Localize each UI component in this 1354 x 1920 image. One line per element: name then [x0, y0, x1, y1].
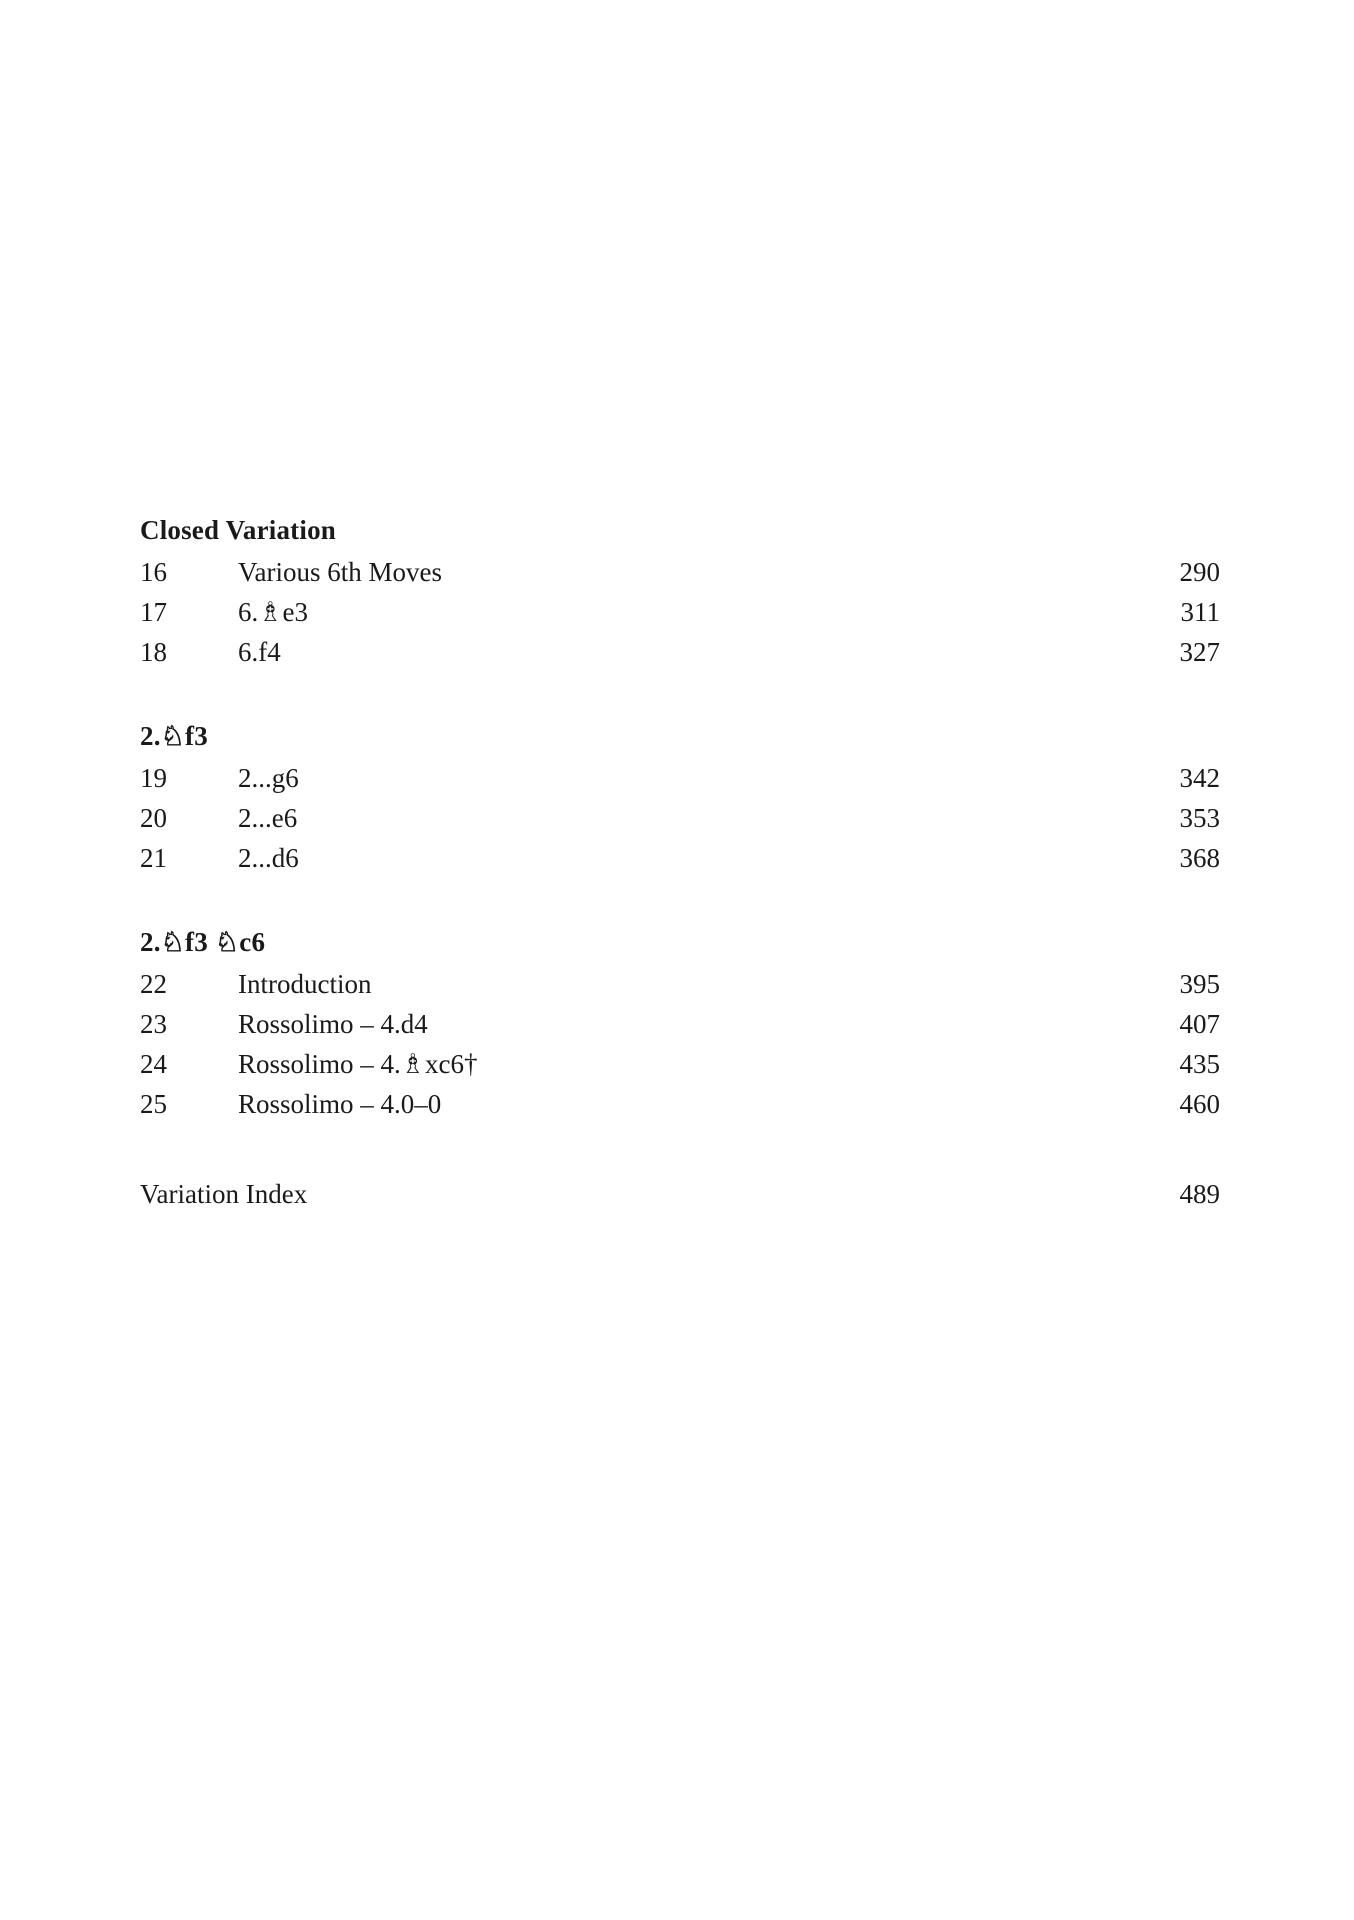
toc-entry[interactable]: [140, 592, 1220, 632]
toc-entry[interactable]: [140, 632, 1220, 672]
toc-section-nf3: [140, 716, 1220, 878]
chapter-number: 22: [140, 969, 167, 999]
chapter-number: 18: [140, 637, 167, 667]
page-number: 327: [1179, 637, 1220, 667]
chapter-title: Various 6th Moves: [238, 557, 442, 587]
toc-entry[interactable]: [140, 758, 1220, 798]
chapter-title: Introduction: [238, 969, 372, 999]
page-number: 435: [1179, 1049, 1220, 1079]
chapter-title: 6.♗e3: [238, 597, 308, 627]
toc-entry-variation-index[interactable]: [140, 1174, 1220, 1214]
toc-entry[interactable]: [140, 964, 1220, 1004]
page-number: 395: [1179, 969, 1220, 999]
page-number: 342: [1179, 763, 1220, 793]
variation-index-title: Variation Index: [140, 1179, 308, 1209]
toc-section-closed-variation: [140, 510, 1220, 672]
page-number: 353: [1179, 803, 1220, 833]
chapter-number: 23: [140, 1009, 167, 1039]
toc-entry[interactable]: [140, 838, 1220, 878]
section-heading: Closed Variation: [140, 515, 336, 545]
chapter-number: 25: [140, 1089, 167, 1119]
chapter-title: 2...g6: [238, 763, 299, 793]
section-spacer: [140, 878, 1220, 922]
chapter-title: 2...e6: [238, 803, 298, 833]
chapter-number: 17: [140, 597, 167, 627]
toc-section-nf3-nc6: [140, 922, 1220, 1124]
page-number: 460: [1179, 1089, 1220, 1119]
chapter-number: 16: [140, 557, 167, 587]
chapter-number: 21: [140, 843, 167, 873]
page-number: 368: [1179, 843, 1220, 873]
chapter-title: Rossolimo – 4.d4: [238, 1009, 428, 1039]
toc-entry[interactable]: [140, 1004, 1220, 1044]
toc-entry[interactable]: [140, 798, 1220, 838]
table-of-contents: [140, 510, 1220, 1214]
chapter-title: 2...d6: [238, 843, 299, 873]
page-number: 407: [1179, 1009, 1220, 1039]
section-spacer: [140, 672, 1220, 716]
page-number: 311: [1180, 597, 1220, 627]
chapter-title: Rossolimo – 4.♗xc6†: [238, 1049, 478, 1079]
chapter-title: Rossolimo – 4.0–0: [238, 1089, 442, 1119]
section-heading: 2.♘f3: [140, 721, 208, 751]
chapter-number: 20: [140, 803, 167, 833]
chapter-number: 24: [140, 1049, 167, 1079]
page-number: 290: [1179, 557, 1220, 587]
toc-entry[interactable]: [140, 1084, 1220, 1124]
chapter-number: 19: [140, 763, 167, 793]
page-number: 489: [1179, 1179, 1220, 1209]
toc-entry[interactable]: [140, 552, 1220, 592]
toc-entry[interactable]: [140, 1044, 1220, 1084]
chapter-title: 6.f4: [238, 637, 281, 667]
section-heading: 2.♘f3 ♘c6: [140, 927, 266, 957]
